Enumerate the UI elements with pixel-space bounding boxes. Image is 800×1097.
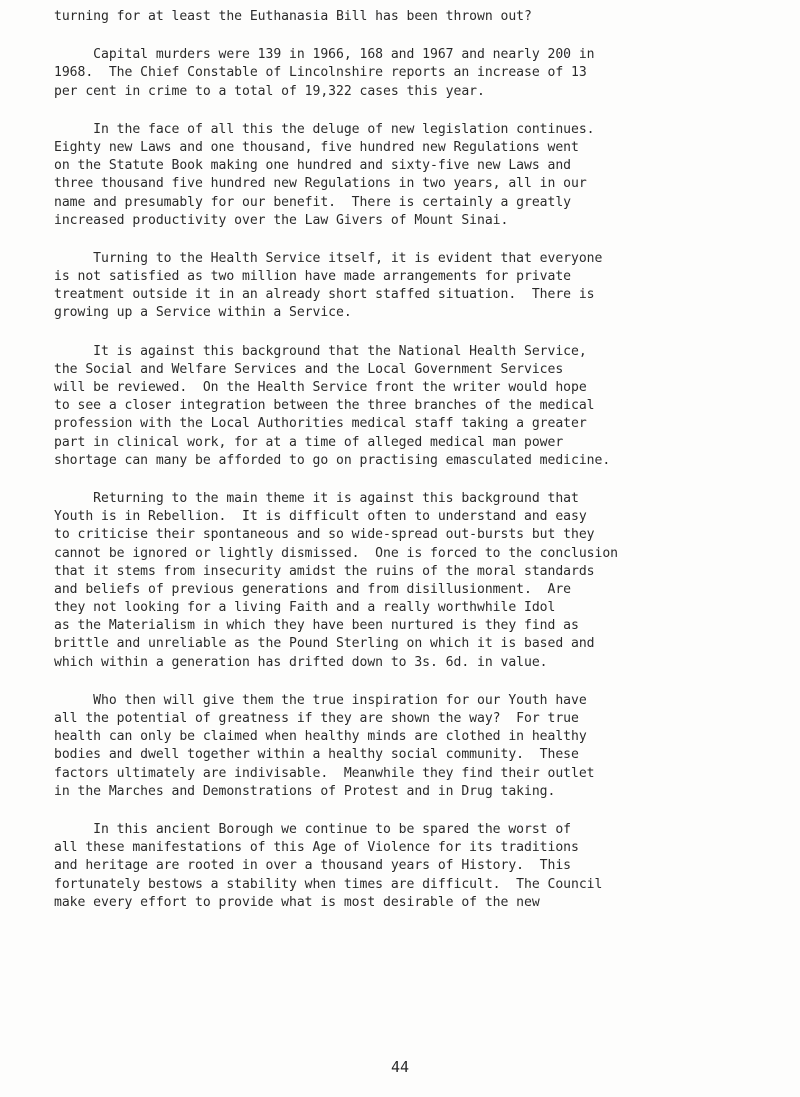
text-line: that it stems from insecurity amidst the ruins of the moral standards bbox=[54, 563, 595, 579]
text-line: profession with the Local Authorities medical staff taking a greater bbox=[54, 416, 587, 432]
page-number: 44 bbox=[390, 1058, 410, 1076]
paragraph-ancient-borough bbox=[54, 821, 790, 912]
text-line: they not looking for a living Faith and a really worthwhile Idol bbox=[54, 600, 556, 616]
text-line: turning for at least the Euthanasia Bill has been thrown out? bbox=[54, 9, 532, 24]
paragraph-health-service bbox=[54, 250, 790, 323]
text-line: and beliefs of previous generations and from disillusionment. Are bbox=[54, 581, 571, 597]
paragraph-legislation bbox=[54, 121, 790, 230]
text-line: Returning to the main theme it is against this background that bbox=[54, 490, 579, 506]
text-line: brittle and unreliable as the Pound Sterling on which it is based and bbox=[54, 636, 595, 652]
text-line: In the face of all this the deluge of new legislation continues. bbox=[54, 121, 595, 137]
text-line: name and presumably for our benefit. There is certainly a greatly bbox=[54, 194, 571, 210]
text-line: three thousand five hundred new Regulations in two years, all in our bbox=[54, 176, 587, 192]
text-line: Capital murders were 139 in 1966, 168 and 1967 and nearly 200 in bbox=[54, 47, 595, 63]
paragraph-gap bbox=[54, 101, 790, 121]
text-line: growing up a Service within a Service. bbox=[54, 305, 352, 321]
text-line: Youth is in Rebellion. It is difficult often to understand and easy bbox=[54, 509, 587, 525]
text-line: part in clinical work, for at a time of alleged medical man power bbox=[54, 434, 564, 450]
text-line: Who then will give them the true inspiration for our Youth have bbox=[54, 692, 587, 708]
text-line: all the potential of greatness if they are shown the way? For true bbox=[54, 711, 579, 726]
paragraph-gap bbox=[54, 470, 790, 490]
text-line: fortunately bestows a stability when times are difficult. The Council bbox=[54, 876, 603, 892]
text-line: as the Materialism in which they have been nurtured is they find as bbox=[54, 618, 579, 634]
paragraph-gap bbox=[54, 323, 790, 343]
paragraph-gap bbox=[54, 672, 790, 692]
text-line: In this ancient Borough we continue to be spared the worst of bbox=[54, 821, 571, 837]
text-line: Eighty new Laws and one thousand, five hundred new Regulations went bbox=[54, 139, 579, 155]
paragraph-gap bbox=[54, 26, 790, 46]
text-line: make every effort to provide what is most desirable of the new bbox=[54, 894, 540, 910]
paragraph-gap bbox=[54, 230, 790, 250]
paragraph-review bbox=[54, 343, 790, 470]
text-line: to see a closer integration between the three branches of the medical bbox=[54, 398, 595, 414]
text-line: and heritage are rooted in over a thousand years of History. This bbox=[54, 858, 571, 874]
text-line: which within a generation has drifted down to 3s. 6d. in value. bbox=[54, 654, 548, 670]
text-line: will be reviewed. On the Health Service front the writer would hope bbox=[54, 380, 587, 395]
paragraph-inspiration bbox=[54, 692, 790, 801]
text-line: factors ultimately are indivisable. Meanwhile they find their outlet bbox=[54, 765, 595, 781]
text-line: increased productivity over the Law Givers of Mount Sinai. bbox=[54, 212, 509, 228]
text-line: health can only be claimed when healthy minds are clothed in healthy bbox=[54, 729, 587, 745]
text-line: cannot be ignored or lightly dismissed. One is forced to the conclusion bbox=[54, 545, 618, 561]
text-line: the Social and Welfare Services and the Local Government Services bbox=[54, 361, 564, 377]
text-line: in the Marches and Demonstrations of Protest and in Drug taking. bbox=[54, 783, 556, 799]
text-line: shortage can many be afforded to go on practising emasculated medicine. bbox=[54, 452, 611, 468]
paragraph-gap bbox=[54, 801, 790, 821]
text-line: is not satisfied as two million have made arrangements for private bbox=[54, 269, 571, 285]
text-line: to criticise their spontaneous and so wide-spread out-bursts but they bbox=[54, 527, 595, 543]
paragraph-capital-murders bbox=[54, 46, 790, 101]
text-line: It is against this background that the National Health Service, bbox=[54, 343, 587, 359]
text-line: 1968. The Chief Constable of Lincolnshire reports an increase of 13 bbox=[54, 65, 587, 81]
body-text bbox=[54, 8, 790, 912]
paragraph-youth-rebellion bbox=[54, 490, 790, 672]
text-line: per cent in crime to a total of 19,322 cases this year. bbox=[54, 83, 485, 99]
text-line: Turning to the Health Service itself, it is evident that everyone bbox=[54, 250, 603, 266]
text-line: treatment outside it in an already short staffed situation. There is bbox=[54, 287, 595, 303]
text-line: bodies and dwell together within a healthy social community. These bbox=[54, 747, 579, 763]
paragraph-euthanasia bbox=[54, 8, 790, 26]
text-line: on the Statute Book making one hundred and sixty-five new Laws and bbox=[54, 158, 571, 174]
text-line: all these manifestations of this Age of Violence for its traditions bbox=[54, 840, 579, 856]
